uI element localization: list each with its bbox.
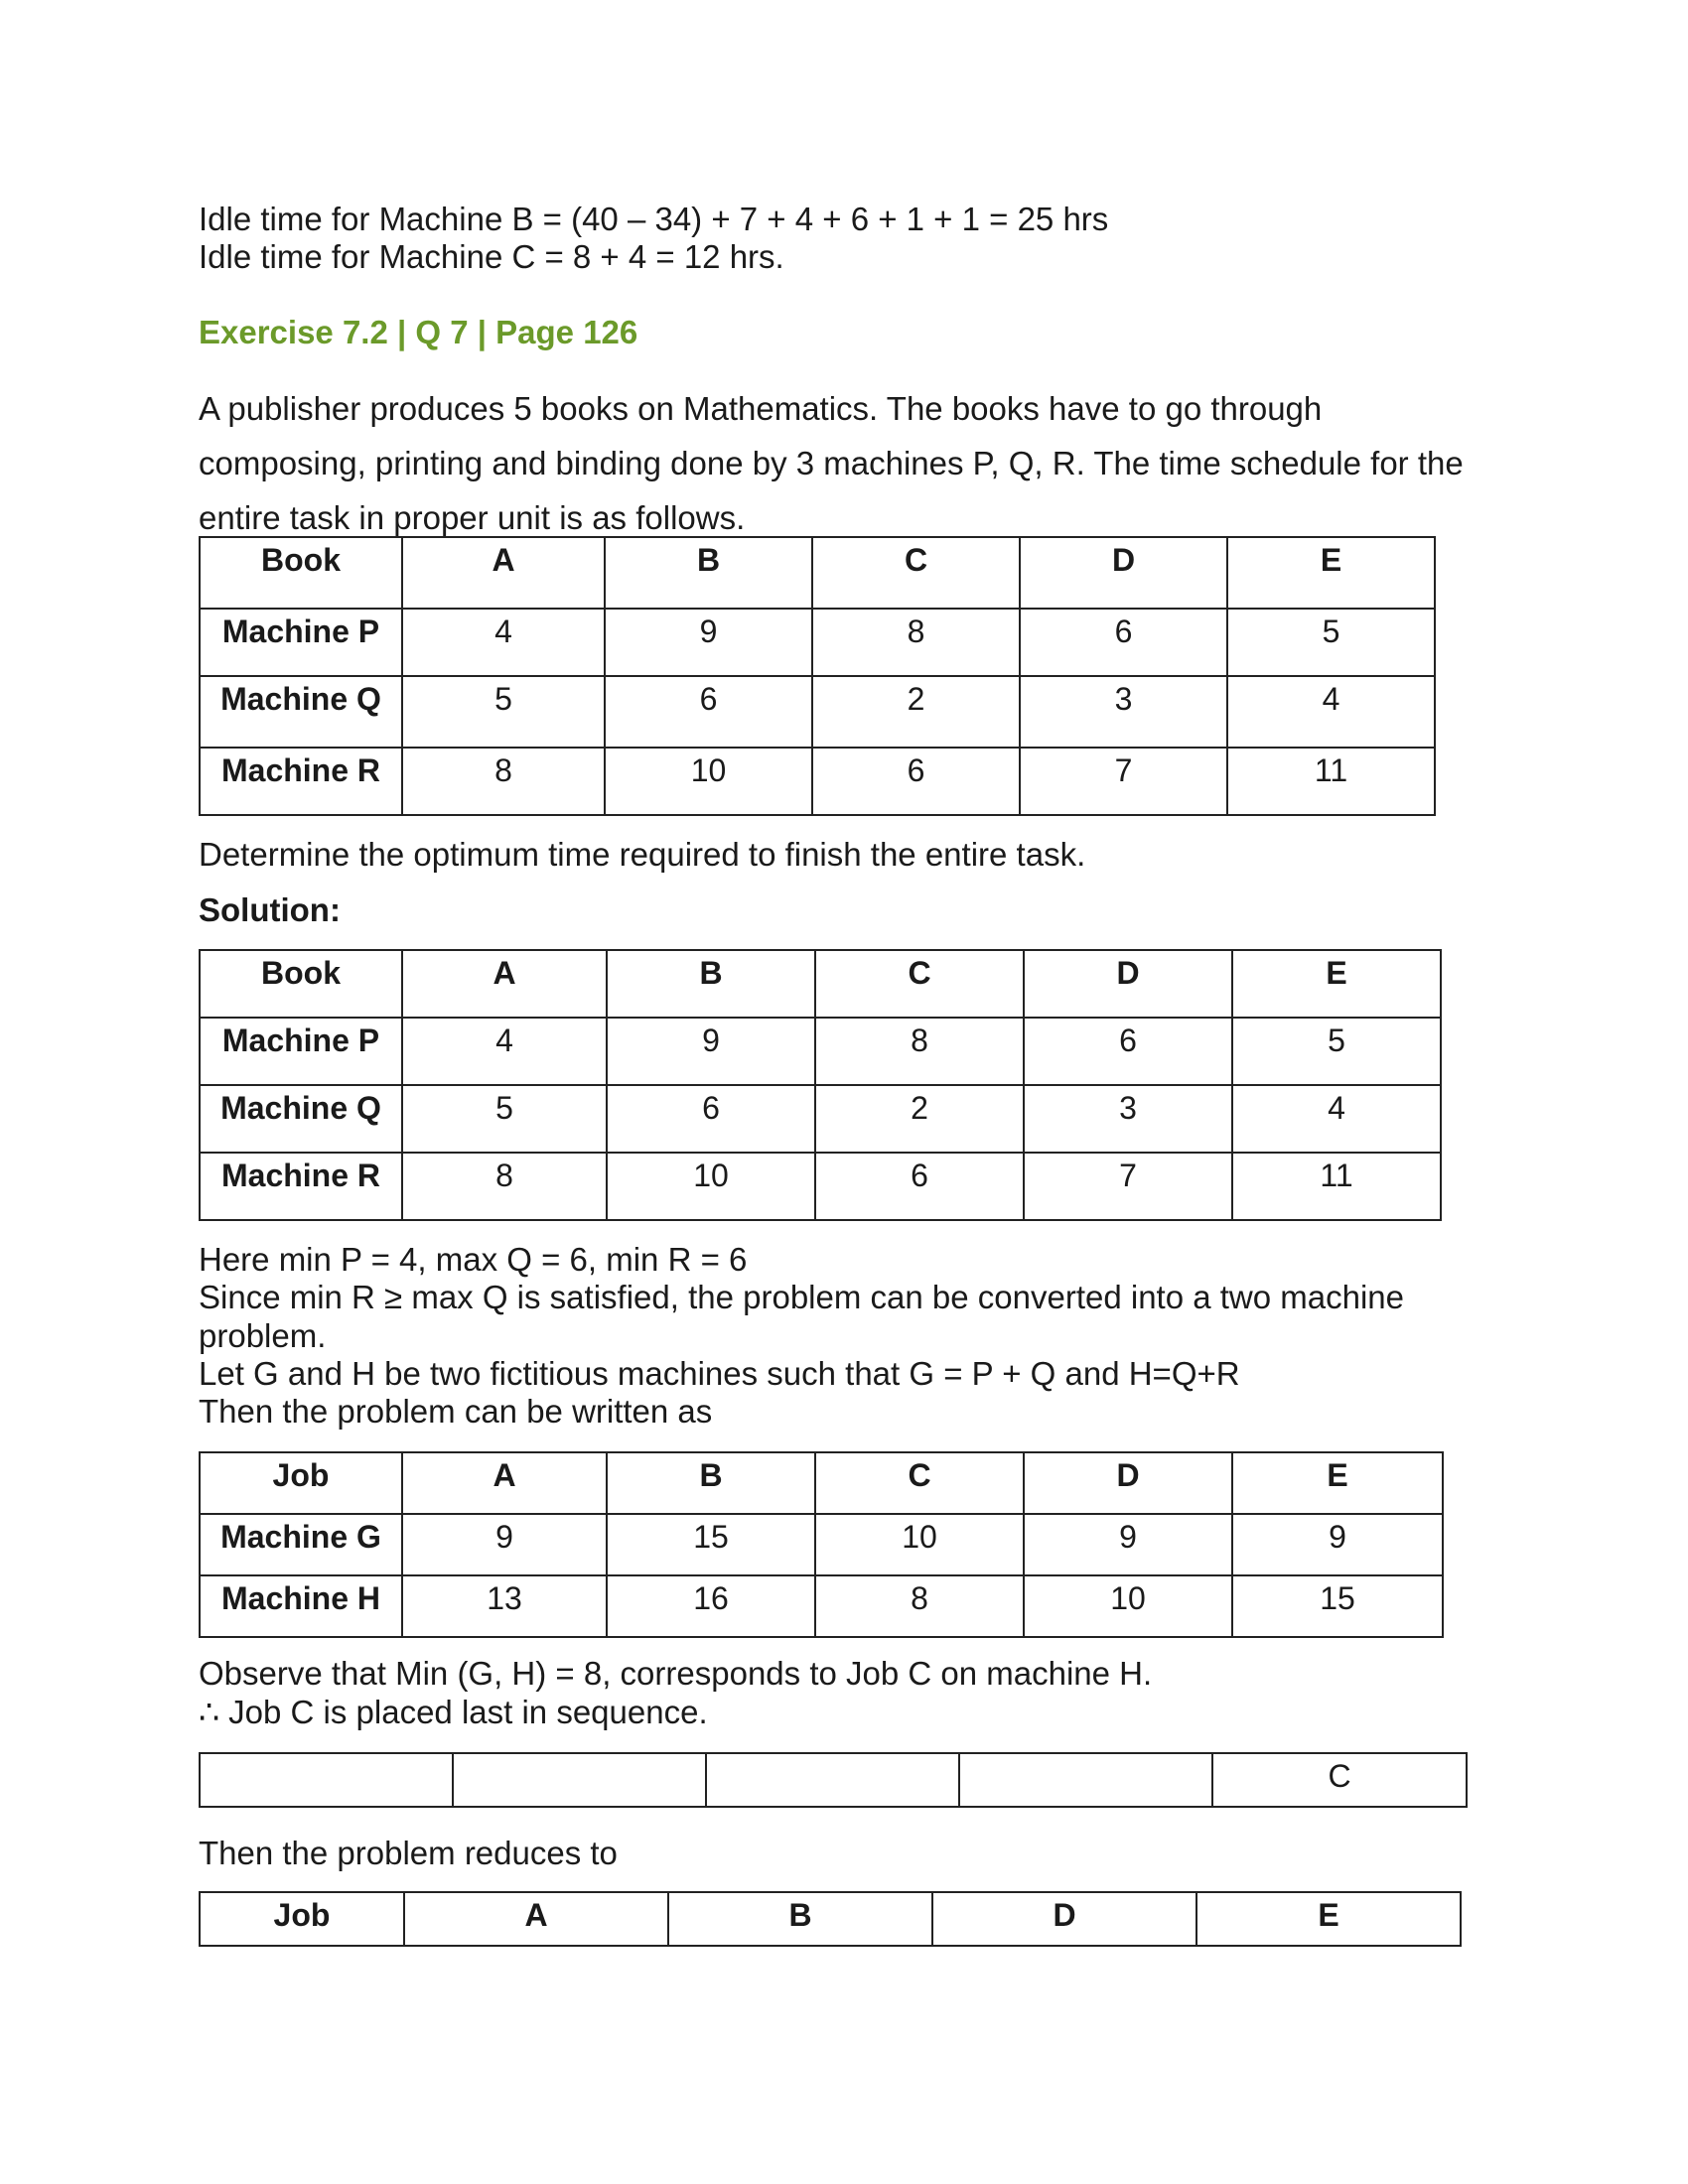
table-cell: 8 — [402, 1153, 607, 1220]
table-row — [200, 748, 1435, 815]
two-machine-table — [199, 1451, 1444, 1638]
sequence-table — [199, 1752, 1468, 1808]
sequence-slot — [959, 1753, 1212, 1807]
table-header-row — [200, 537, 1435, 609]
table-cell: 6 — [1020, 609, 1227, 676]
time-schedule-table — [199, 536, 1436, 816]
solution-label: Solution: — [199, 891, 341, 928]
table-header-row — [200, 950, 1441, 1018]
explanation-line-4: Let G and H be two fictitious machines such that G = P + Q and H=Q+R — [199, 1355, 1240, 1392]
header-cell: E — [1232, 1452, 1443, 1514]
explanation-line-1: Here min P = 4, max Q = 6, min R = 6 — [199, 1241, 748, 1278]
table-cell: 15 — [1232, 1575, 1443, 1637]
explanation-line-3: problem. — [199, 1317, 327, 1354]
reduced-table — [199, 1891, 1462, 1947]
table-cell: 6 — [607, 1085, 815, 1153]
table-cell: 8 — [812, 609, 1020, 676]
table-row — [200, 1085, 1441, 1153]
table-row — [200, 1753, 1467, 1807]
explanation-line-2: Since min R ≥ max Q is satisfied, the problem can be converted into a two machine — [199, 1279, 1405, 1315]
table-cell: 5 — [402, 1085, 607, 1153]
problem-line-2: composing, printing and binding done by 3 machines P, Q, R. The time schedule for the — [199, 445, 1464, 481]
sequence-slot — [706, 1753, 959, 1807]
header-cell: B — [607, 1452, 815, 1514]
table-cell: 10 — [605, 748, 812, 815]
header-cell: E — [1232, 950, 1441, 1018]
row-label: Machine G — [200, 1514, 402, 1575]
table-row — [200, 1575, 1443, 1637]
explanation-line-5: Then the problem can be written as — [199, 1393, 713, 1430]
row-label: Machine Q — [200, 1085, 402, 1153]
table-cell: 7 — [1020, 748, 1227, 815]
header-cell: D — [1020, 537, 1227, 609]
table-cell: 4 — [1227, 676, 1435, 748]
table-cell: 15 — [607, 1514, 815, 1575]
table-cell: 16 — [607, 1575, 815, 1637]
header-cell: C — [812, 537, 1020, 609]
table-cell: 7 — [1024, 1153, 1232, 1220]
table-cell: 3 — [1024, 1085, 1232, 1153]
header-cell: B — [605, 537, 812, 609]
row-label: Machine P — [200, 1018, 402, 1085]
header-cell: A — [404, 1892, 668, 1946]
header-cell: A — [402, 1452, 607, 1514]
sequence-slot — [453, 1753, 706, 1807]
table-cell: 9 — [1024, 1514, 1232, 1575]
table-cell: 3 — [1020, 676, 1227, 748]
idle-time-machine-c: Idle time for Machine C = 8 + 4 = 12 hrs. — [199, 238, 784, 275]
table-cell: 4 — [402, 609, 605, 676]
table-header-row — [200, 1452, 1443, 1514]
header-cell: Book — [200, 537, 402, 609]
table-cell: 9 — [402, 1514, 607, 1575]
row-label: Machine P — [200, 609, 402, 676]
header-cell: E — [1227, 537, 1435, 609]
row-label: Machine R — [200, 1153, 402, 1220]
table-cell: 13 — [402, 1575, 607, 1637]
header-cell: C — [815, 1452, 1024, 1514]
row-label: Machine R — [200, 748, 402, 815]
header-cell: E — [1196, 1892, 1461, 1946]
header-cell: Job — [200, 1892, 404, 1946]
table-cell: 5 — [402, 676, 605, 748]
problem-line-3: entire task in proper unit is as follows. — [199, 499, 746, 536]
reduces-line: Then the problem reduces to — [199, 1835, 618, 1871]
idle-time-machine-b: Idle time for Machine B = (40 – 34) + 7 + 4 + 6 + 1 + 1 = 25 hrs — [199, 201, 1109, 237]
table-cell: 6 — [815, 1153, 1024, 1220]
header-cell: D — [1024, 950, 1232, 1018]
observe-line-2: ∴ Job C is placed last in sequence. — [199, 1694, 708, 1730]
table-row — [200, 1018, 1441, 1085]
table-cell: 9 — [1232, 1514, 1443, 1575]
table-cell: 9 — [607, 1018, 815, 1085]
table-row — [200, 1153, 1441, 1220]
table-cell: 11 — [1227, 748, 1435, 815]
header-cell: C — [815, 950, 1024, 1018]
table-cell: 10 — [815, 1514, 1024, 1575]
table-cell: 11 — [1232, 1153, 1441, 1220]
header-cell: D — [932, 1892, 1196, 1946]
table-cell: 6 — [605, 676, 812, 748]
exercise-heading: Exercise 7.2 | Q 7 | Page 126 — [199, 314, 638, 350]
table-cell: 5 — [1227, 609, 1435, 676]
table-cell: 8 — [815, 1575, 1024, 1637]
sequence-slot — [200, 1753, 453, 1807]
table-header-row — [200, 1892, 1461, 1946]
table-cell: 10 — [1024, 1575, 1232, 1637]
table-cell: 8 — [815, 1018, 1024, 1085]
header-cell: Book — [200, 950, 402, 1018]
table-cell: 4 — [402, 1018, 607, 1085]
sequence-slot: C — [1212, 1753, 1467, 1807]
header-cell: B — [668, 1892, 932, 1946]
table-cell: 9 — [605, 609, 812, 676]
table-cell: 4 — [1232, 1085, 1441, 1153]
table-cell: 2 — [812, 676, 1020, 748]
table-cell: 8 — [402, 748, 605, 815]
header-cell: A — [402, 950, 607, 1018]
table-cell: 6 — [812, 748, 1020, 815]
header-cell: B — [607, 950, 815, 1018]
table-row — [200, 1514, 1443, 1575]
question-line: Determine the optimum time required to finish the entire task. — [199, 836, 1086, 873]
header-cell: D — [1024, 1452, 1232, 1514]
table-cell: 5 — [1232, 1018, 1441, 1085]
header-cell: Job — [200, 1452, 402, 1514]
table-cell: 2 — [815, 1085, 1024, 1153]
solution-table — [199, 949, 1442, 1221]
row-label: Machine Q — [200, 676, 402, 748]
table-cell: 10 — [607, 1153, 815, 1220]
table-cell: 6 — [1024, 1018, 1232, 1085]
observe-line-1: Observe that Min (G, H) = 8, corresponds to Job C on machine H. — [199, 1655, 1153, 1692]
header-cell: A — [402, 537, 605, 609]
row-label: Machine H — [200, 1575, 402, 1637]
problem-line-1: A publisher produces 5 books on Mathematics. The books have to go through — [199, 390, 1323, 427]
table-row — [200, 676, 1435, 748]
table-row — [200, 609, 1435, 676]
